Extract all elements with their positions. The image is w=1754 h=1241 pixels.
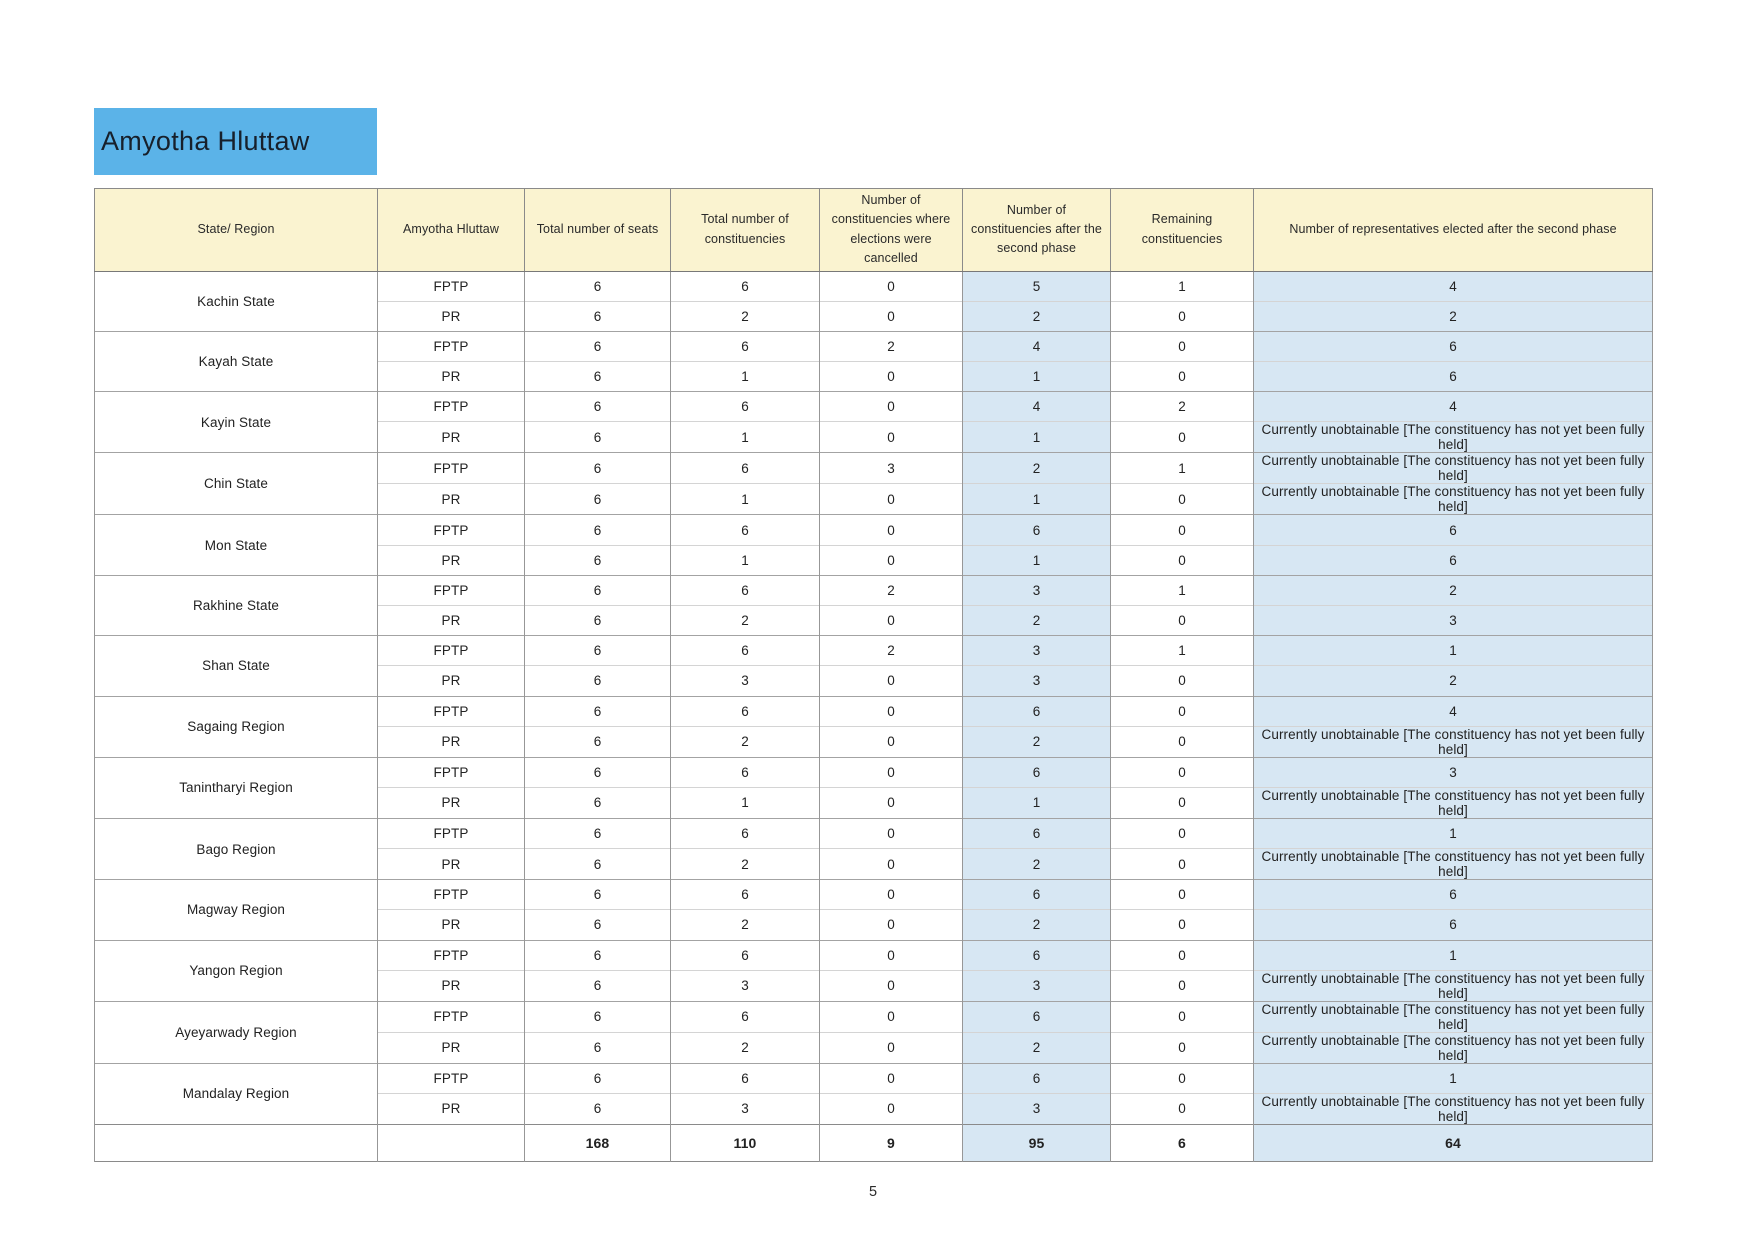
totals-constituencies: 110: [671, 1124, 820, 1161]
cell-representatives: 4: [1254, 696, 1653, 726]
cell-system: PR: [378, 726, 525, 757]
cell-remaining: 0: [1111, 422, 1254, 453]
cell-cancelled: 0: [820, 757, 963, 787]
cell-after_second_phase: 1: [963, 545, 1111, 575]
cell-system: FPTP: [378, 880, 525, 910]
cell-system: PR: [378, 484, 525, 515]
cell-seats: 6: [525, 696, 671, 726]
cell-cancelled: 0: [820, 787, 963, 818]
cell-seats: 6: [525, 818, 671, 848]
cell-cancelled: 0: [820, 696, 963, 726]
cell-system: PR: [378, 362, 525, 392]
cell-constituencies: 1: [671, 545, 820, 575]
cell-remaining: 0: [1111, 787, 1254, 818]
cell-constituencies: 6: [671, 757, 820, 787]
cell-representatives: 1: [1254, 818, 1653, 848]
cell-system: FPTP: [378, 696, 525, 726]
cell-constituencies: 6: [671, 636, 820, 666]
cell-system: FPTP: [378, 575, 525, 605]
cell-seats: 6: [525, 1032, 671, 1063]
cell-cancelled: 0: [820, 726, 963, 757]
state-region-cell: Tanintharyi Region: [95, 757, 378, 818]
cell-after_second_phase: 6: [963, 757, 1111, 787]
cell-constituencies: 3: [671, 1093, 820, 1124]
cell-representatives: Currently unobtainable [The constituency has not yet been fully held]: [1254, 726, 1653, 757]
cell-seats: 6: [525, 757, 671, 787]
cell-system: PR: [378, 1093, 525, 1124]
cell-cancelled: 0: [820, 301, 963, 331]
table-row: [95, 818, 1653, 848]
header-total-constituencies: Total number of constituencies: [671, 189, 820, 272]
cell-constituencies: 6: [671, 515, 820, 545]
cell-constituencies: 6: [671, 331, 820, 361]
cell-cancelled: 2: [820, 636, 963, 666]
cell-seats: 6: [525, 787, 671, 818]
cell-representatives: 2: [1254, 666, 1653, 696]
cell-seats: 6: [525, 910, 671, 940]
cell-after_second_phase: 6: [963, 818, 1111, 848]
cell-representatives: 4: [1254, 392, 1653, 422]
cell-constituencies: 3: [671, 666, 820, 696]
cell-constituencies: 1: [671, 422, 820, 453]
cell-after_second_phase: 2: [963, 606, 1111, 636]
amyotha-hluttaw-table: [94, 188, 1653, 1162]
table-row: [95, 1001, 1653, 1032]
state-region-cell: Bago Region: [95, 818, 378, 879]
table-row: [95, 331, 1653, 361]
cell-remaining: 0: [1111, 880, 1254, 910]
cell-cancelled: 0: [820, 515, 963, 545]
cell-constituencies: 2: [671, 910, 820, 940]
cell-seats: 6: [525, 1093, 671, 1124]
totals-cancelled: 9: [820, 1124, 963, 1161]
state-region-cell: Mon State: [95, 515, 378, 575]
cell-cancelled: 0: [820, 818, 963, 848]
cell-after_second_phase: 2: [963, 301, 1111, 331]
cell-cancelled: 0: [820, 484, 963, 515]
cell-cancelled: 2: [820, 575, 963, 605]
header-after-second-phase: Number of constituencies after the second phase: [963, 189, 1111, 272]
cell-system: PR: [378, 545, 525, 575]
cell-remaining: 0: [1111, 301, 1254, 331]
cell-constituencies: 1: [671, 787, 820, 818]
header-amyotha-hluttaw: Amyotha Hluttaw: [378, 189, 525, 272]
cell-system: FPTP: [378, 271, 525, 301]
cell-cancelled: 0: [820, 362, 963, 392]
cell-constituencies: 6: [671, 940, 820, 970]
table-row: [95, 453, 1653, 484]
table-row: [95, 1063, 1653, 1093]
cell-constituencies: 6: [671, 575, 820, 605]
totals-remaining: 6: [1111, 1124, 1254, 1161]
cell-representatives: 6: [1254, 362, 1653, 392]
cell-after_second_phase: 6: [963, 696, 1111, 726]
cell-after_second_phase: 1: [963, 787, 1111, 818]
cell-remaining: 0: [1111, 331, 1254, 361]
cell-constituencies: 1: [671, 484, 820, 515]
cell-representatives: Currently unobtainable [The constituency has not yet been fully held]: [1254, 484, 1653, 515]
cell-seats: 6: [525, 1001, 671, 1032]
cell-system: PR: [378, 666, 525, 696]
cell-after_second_phase: 1: [963, 422, 1111, 453]
cell-representatives: Currently unobtainable [The constituency has not yet been fully held]: [1254, 970, 1653, 1001]
cell-system: FPTP: [378, 636, 525, 666]
cell-seats: 6: [525, 484, 671, 515]
cell-after_second_phase: 1: [963, 484, 1111, 515]
table-row: [95, 880, 1653, 910]
cell-remaining: 0: [1111, 1032, 1254, 1063]
cell-after_second_phase: 6: [963, 880, 1111, 910]
cell-constituencies: 6: [671, 271, 820, 301]
cell-system: PR: [378, 301, 525, 331]
cell-constituencies: 6: [671, 453, 820, 484]
cell-constituencies: 2: [671, 606, 820, 636]
cell-representatives: Currently unobtainable [The constituency has not yet been fully held]: [1254, 1032, 1653, 1063]
cell-after_second_phase: 3: [963, 1093, 1111, 1124]
cell-seats: 6: [525, 636, 671, 666]
table-row: [95, 515, 1653, 545]
table-row: [95, 392, 1653, 422]
cell-representatives: 6: [1254, 515, 1653, 545]
cell-cancelled: 0: [820, 606, 963, 636]
cell-remaining: 0: [1111, 606, 1254, 636]
cell-representatives: 2: [1254, 575, 1653, 605]
cell-after_second_phase: 4: [963, 392, 1111, 422]
cell-representatives: 6: [1254, 545, 1653, 575]
cell-after_second_phase: 3: [963, 970, 1111, 1001]
totals-seats: 168: [525, 1124, 671, 1161]
cell-after_second_phase: 2: [963, 453, 1111, 484]
cell-seats: 6: [525, 880, 671, 910]
cell-seats: 6: [525, 301, 671, 331]
cell-cancelled: 0: [820, 422, 963, 453]
header-remaining-constituencies: Remaining constituencies: [1111, 189, 1254, 272]
cell-cancelled: 0: [820, 271, 963, 301]
cell-representatives: 1: [1254, 1063, 1653, 1093]
cell-system: PR: [378, 606, 525, 636]
totals-after_second_phase: 95: [963, 1124, 1111, 1161]
cell-system: PR: [378, 1032, 525, 1063]
cell-remaining: 2: [1111, 392, 1254, 422]
cell-cancelled: 0: [820, 545, 963, 575]
cell-representatives: Currently unobtainable [The constituency has not yet been fully held]: [1254, 422, 1653, 453]
cell-seats: 6: [525, 545, 671, 575]
cell-system: FPTP: [378, 1001, 525, 1032]
cell-after_second_phase: 5: [963, 271, 1111, 301]
cell-cancelled: 0: [820, 1063, 963, 1093]
cell-system: FPTP: [378, 515, 525, 545]
cell-after_second_phase: 3: [963, 575, 1111, 605]
cell-seats: 6: [525, 422, 671, 453]
cell-cancelled: 0: [820, 392, 963, 422]
cell-constituencies: 2: [671, 301, 820, 331]
cell-constituencies: 6: [671, 818, 820, 848]
table-row: [95, 940, 1653, 970]
cell-remaining: 1: [1111, 575, 1254, 605]
cell-constituencies: 3: [671, 970, 820, 1001]
state-region-cell: Chin State: [95, 453, 378, 515]
cell-seats: 6: [525, 515, 671, 545]
state-region-cell: Ayeyarwady Region: [95, 1001, 378, 1063]
cell-system: PR: [378, 849, 525, 880]
cell-cancelled: 0: [820, 970, 963, 1001]
table-row: [95, 271, 1653, 301]
cell-cancelled: 0: [820, 1032, 963, 1063]
cell-seats: 6: [525, 666, 671, 696]
cell-remaining: 0: [1111, 484, 1254, 515]
cell-after_second_phase: 6: [963, 1001, 1111, 1032]
totals-system-cell: [378, 1124, 525, 1161]
cell-after_second_phase: 6: [963, 515, 1111, 545]
state-region-cell: Rakhine State: [95, 575, 378, 635]
page-title-box: [94, 108, 377, 175]
cell-representatives: Currently unobtainable [The constituency has not yet been fully held]: [1254, 453, 1653, 484]
cell-remaining: 0: [1111, 726, 1254, 757]
cell-constituencies: 2: [671, 849, 820, 880]
cell-cancelled: 0: [820, 666, 963, 696]
cell-remaining: 0: [1111, 818, 1254, 848]
cell-remaining: 0: [1111, 970, 1254, 1001]
cell-system: PR: [378, 910, 525, 940]
cell-system: FPTP: [378, 331, 525, 361]
totals-row: [95, 1124, 1653, 1161]
cell-representatives: Currently unobtainable [The constituency has not yet been fully held]: [1254, 787, 1653, 818]
cell-remaining: 1: [1111, 636, 1254, 666]
cell-representatives: 3: [1254, 757, 1653, 787]
cell-seats: 6: [525, 970, 671, 1001]
cell-after_second_phase: 2: [963, 1032, 1111, 1063]
page-number: 5: [868, 1184, 878, 1200]
cell-cancelled: 2: [820, 331, 963, 361]
cell-representatives: 1: [1254, 636, 1653, 666]
cell-system: FPTP: [378, 818, 525, 848]
cell-cancelled: 3: [820, 453, 963, 484]
cell-remaining: 0: [1111, 696, 1254, 726]
cell-representatives: 2: [1254, 301, 1653, 331]
cell-after_second_phase: 4: [963, 331, 1111, 361]
table-row: [95, 696, 1653, 726]
cell-representatives: Currently unobtainable [The constituency has not yet been fully held]: [1254, 849, 1653, 880]
cell-representatives: 6: [1254, 880, 1653, 910]
cell-representatives: 6: [1254, 331, 1653, 361]
cell-remaining: 1: [1111, 453, 1254, 484]
totals-state-cell: [95, 1124, 378, 1161]
table-body: [95, 271, 1653, 1161]
cell-constituencies: 2: [671, 726, 820, 757]
state-region-cell: Kachin State: [95, 271, 378, 331]
state-region-cell: Kayah State: [95, 331, 378, 391]
cell-after_second_phase: 1: [963, 362, 1111, 392]
state-region-cell: Yangon Region: [95, 940, 378, 1001]
cell-constituencies: 6: [671, 392, 820, 422]
table-header-row: [95, 189, 1653, 272]
header-cancelled-constituencies: Number of constituencies where elections were cancelled: [820, 189, 963, 272]
cell-after_second_phase: 6: [963, 1063, 1111, 1093]
cell-after_second_phase: 3: [963, 636, 1111, 666]
table-row: [95, 575, 1653, 605]
cell-remaining: 0: [1111, 1001, 1254, 1032]
cell-after_second_phase: 6: [963, 940, 1111, 970]
state-region-cell: Shan State: [95, 636, 378, 696]
cell-seats: 6: [525, 331, 671, 361]
cell-cancelled: 0: [820, 880, 963, 910]
cell-system: FPTP: [378, 392, 525, 422]
cell-seats: 6: [525, 606, 671, 636]
cell-representatives: 1: [1254, 940, 1653, 970]
cell-seats: 6: [525, 271, 671, 301]
cell-system: FPTP: [378, 453, 525, 484]
cell-remaining: 0: [1111, 362, 1254, 392]
cell-remaining: 0: [1111, 940, 1254, 970]
cell-cancelled: 0: [820, 1001, 963, 1032]
totals-representatives: 64: [1254, 1124, 1653, 1161]
cell-cancelled: 0: [820, 910, 963, 940]
cell-system: PR: [378, 422, 525, 453]
cell-system: FPTP: [378, 940, 525, 970]
cell-seats: 6: [525, 453, 671, 484]
header-total-seats: Total number of seats: [525, 189, 671, 272]
cell-constituencies: 2: [671, 1032, 820, 1063]
state-region-cell: Magway Region: [95, 880, 378, 940]
cell-remaining: 0: [1111, 1063, 1254, 1093]
state-region-cell: Sagaing Region: [95, 696, 378, 757]
cell-seats: 6: [525, 726, 671, 757]
cell-cancelled: 0: [820, 940, 963, 970]
state-region-cell: Kayin State: [95, 392, 378, 453]
cell-system: PR: [378, 970, 525, 1001]
cell-cancelled: 0: [820, 1093, 963, 1124]
state-region-cell: Mandalay Region: [95, 1063, 378, 1124]
cell-seats: 6: [525, 1063, 671, 1093]
cell-seats: 6: [525, 575, 671, 605]
cell-seats: 6: [525, 940, 671, 970]
cell-remaining: 0: [1111, 910, 1254, 940]
cell-remaining: 0: [1111, 757, 1254, 787]
cell-constituencies: 6: [671, 1063, 820, 1093]
cell-remaining: 0: [1111, 666, 1254, 696]
cell-representatives: Currently unobtainable [The constituency has not yet been fully held]: [1254, 1001, 1653, 1032]
cell-system: FPTP: [378, 1063, 525, 1093]
cell-after_second_phase: 2: [963, 849, 1111, 880]
cell-seats: 6: [525, 392, 671, 422]
header-state-region: State/ Region: [95, 189, 378, 272]
cell-representatives: Currently unobtainable [The constituency has not yet been fully held]: [1254, 1093, 1653, 1124]
cell-seats: 6: [525, 362, 671, 392]
cell-after_second_phase: 3: [963, 666, 1111, 696]
page-title: Amyotha Hluttaw: [101, 126, 310, 156]
cell-after_second_phase: 2: [963, 726, 1111, 757]
cell-constituencies: 6: [671, 880, 820, 910]
cell-constituencies: 6: [671, 696, 820, 726]
cell-system: FPTP: [378, 757, 525, 787]
cell-remaining: 0: [1111, 849, 1254, 880]
cell-seats: 6: [525, 849, 671, 880]
cell-constituencies: 6: [671, 1001, 820, 1032]
cell-cancelled: 0: [820, 849, 963, 880]
header-representatives-elected: Number of representatives elected after the second phase: [1254, 189, 1653, 272]
cell-constituencies: 1: [671, 362, 820, 392]
cell-remaining: 0: [1111, 545, 1254, 575]
table-row: [95, 636, 1653, 666]
cell-representatives: 4: [1254, 271, 1653, 301]
table-row: [95, 757, 1653, 787]
cell-remaining: 0: [1111, 1093, 1254, 1124]
cell-after_second_phase: 2: [963, 910, 1111, 940]
cell-system: PR: [378, 787, 525, 818]
cell-remaining: 0: [1111, 515, 1254, 545]
cell-representatives: 3: [1254, 606, 1653, 636]
cell-remaining: 1: [1111, 271, 1254, 301]
cell-representatives: 6: [1254, 910, 1653, 940]
